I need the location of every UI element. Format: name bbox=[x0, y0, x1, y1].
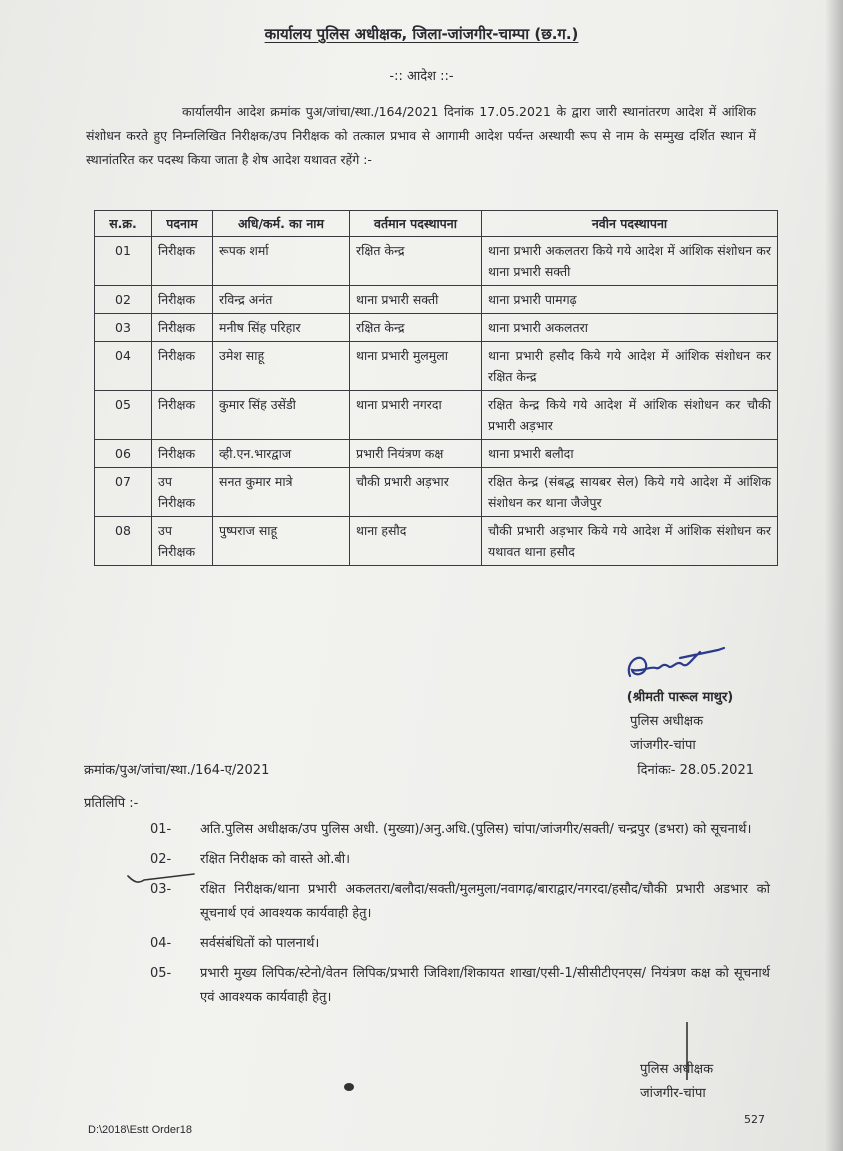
header-new-posting: नवीन पदस्थापना bbox=[482, 211, 778, 237]
signatory-name: (श्रीमती पारूल माथुर) bbox=[626, 690, 734, 705]
cell-current-posting: रक्षित केन्द्र bbox=[350, 314, 482, 342]
cell-designation: निरीक्षक bbox=[152, 286, 213, 314]
cell-serial: 01 bbox=[95, 237, 152, 286]
copy-text: अति.पुलिस अधीक्षक/उप पुलिस अधी. (मुख्या)/अनु.अधि.(पुलिस) चांपा/जांजगीर/सक्ती/ चन्द्रपुर (डभरा) को सूचनार्थ। bbox=[200, 822, 752, 837]
cell-current-posting: थाना प्रभारी सक्ती bbox=[350, 286, 482, 314]
cell-designation: उप निरीक्षक bbox=[152, 517, 213, 566]
cell-designation: निरीक्षक bbox=[152, 440, 213, 468]
table-row bbox=[95, 440, 778, 468]
cell-current-posting: थाना प्रभारी मुलमुला bbox=[350, 342, 482, 391]
cell-new-posting: थाना प्रभारी बलौदा bbox=[482, 440, 778, 468]
header-current-posting: वर्तमान पदस्थापना bbox=[350, 211, 482, 237]
copy-text: रक्षित निरीक्षक को वास्ते ओ.बी। bbox=[200, 852, 351, 867]
copy-label: प्रतिलिपि :- bbox=[84, 796, 139, 811]
list-item bbox=[150, 818, 770, 842]
copy-number: 03- bbox=[150, 882, 172, 897]
order-title: -:: आदेश ::- bbox=[389, 69, 454, 84]
cell-serial: 07 bbox=[95, 468, 152, 517]
intro-paragraph: कार्यालयीन आदेश क्रमांक पुअ/जांचा/स्था./164/2021 दिनांक 17.05.2021 के द्वारा जारी स्थानांतरण आदेश में आंशिक संशोधन करते हुए निम्नलिखित निरीक्षक/उप निरीक्षक को तत्काल प्रभाव से आगामी आदेश पर्यन्त अस्थायी रूप से नाम के सम्मुख दर्शित स्थान में स्थानांतरित कर पदस्थ किया जाता है शेष आदेश यथावत रहेंगे :- bbox=[86, 104, 756, 167]
copy-number: 02- bbox=[150, 852, 172, 867]
cell-name: पुष्पराज साहू bbox=[213, 517, 350, 566]
page-edge-shadow bbox=[825, 0, 843, 1151]
header-serial: स.क्र. bbox=[95, 211, 152, 237]
footer-signatory bbox=[640, 1058, 713, 1106]
table-row bbox=[95, 342, 778, 391]
cell-new-posting: थाना प्रभारी पामगढ़ bbox=[482, 286, 778, 314]
ink-dot bbox=[344, 1083, 354, 1091]
copy-number: 04- bbox=[150, 936, 172, 951]
cell-serial: 03 bbox=[95, 314, 152, 342]
cell-serial: 06 bbox=[95, 440, 152, 468]
handwritten-signature bbox=[620, 642, 740, 686]
table-row bbox=[95, 468, 778, 517]
list-item bbox=[150, 932, 770, 956]
reference-number: क्रमांक/पुअ/जांचा/स्था./164-ए/2021 bbox=[84, 763, 270, 778]
transfer-table bbox=[94, 210, 778, 566]
table-header-row bbox=[95, 211, 778, 237]
cell-name: मनीष सिंह परिहार bbox=[213, 314, 350, 342]
cell-current-posting: चौकी प्रभारी अड़भार bbox=[350, 468, 482, 517]
cell-current-posting: रक्षित केन्द्र bbox=[350, 237, 482, 286]
cell-serial: 08 bbox=[95, 517, 152, 566]
copy-number: 05- bbox=[150, 966, 172, 981]
cell-serial: 04 bbox=[95, 342, 152, 391]
cell-name: सनत कुमार मात्रे bbox=[213, 468, 350, 517]
tick-mark-icon bbox=[124, 868, 196, 890]
table-row bbox=[95, 237, 778, 286]
cell-new-posting: थाना प्रभारी अकलतरा किये गये आदेश में आंशिक संशोधन कर थाना प्रभारी सक्ती bbox=[482, 237, 778, 286]
cell-new-posting: चौकी प्रभारी अड़भार किये गये आदेश में आंशिक संशोधन कर यथावत थाना हसौद bbox=[482, 517, 778, 566]
office-header bbox=[0, 24, 843, 44]
cell-name: उमेश साहू bbox=[213, 342, 350, 391]
office-title: कार्यालय पुलिस अधीक्षक, जिला-जांजगीर-चाम्पा (छ.ग.) bbox=[264, 25, 579, 43]
cell-current-posting: थाना प्रभारी नगरदा bbox=[350, 391, 482, 440]
signatory-block bbox=[590, 686, 770, 758]
footer-signatory-district: जांजगीर-चांपा bbox=[640, 1086, 706, 1101]
list-item bbox=[150, 848, 770, 872]
copy-text: रक्षित निरीक्षक/थाना प्रभारी अकलतरा/बलौदा/सक्ती/मुलमुला/नवागढ़/बाराद्वार/नगरदा/हसौद/चौकी प्रभारी अडभार को सूचनार्थ एवं आवश्यक कार्यवाही हेतु। bbox=[200, 882, 770, 921]
cell-name: रविन्द्र अनंत bbox=[213, 286, 350, 314]
cell-new-posting: थाना प्रभारी अकलतरा bbox=[482, 314, 778, 342]
reference-row bbox=[84, 760, 754, 778]
copy-text: सर्वसंबंधितों को पालनार्थ। bbox=[200, 936, 320, 951]
copy-list bbox=[150, 818, 770, 1016]
cell-name: रूपक शर्मा bbox=[213, 237, 350, 286]
cell-new-posting: थाना प्रभारी हसौद किये गये आदेश में आंशिक संशोधन कर रक्षित केन्द्र bbox=[482, 342, 778, 391]
list-item bbox=[150, 878, 770, 926]
header-designation: पदनाम bbox=[152, 211, 213, 237]
cell-serial: 02 bbox=[95, 286, 152, 314]
copy-number: 01- bbox=[150, 822, 172, 837]
file-path: D:\2018\Estt Order18 bbox=[88, 1124, 192, 1136]
header-name: अधि/कर्म. का नाम bbox=[213, 211, 350, 237]
cell-new-posting: रक्षित केन्द्र किये गये आदेश में आंशिक संशोधन कर चौकी प्रभारी अड़भार bbox=[482, 391, 778, 440]
copy-text: प्रभारी मुख्य लिपिक/स्टेनो/वेतन लिपिक/प्रभारी जिविशा/शिकायत शाखा/एसी-1/सीसीटीएनएस/ नियंत्रण कक्ष को सूचनार्थ एवं आवश्यक कार्यवाही हेतु। bbox=[200, 966, 770, 1005]
page-number: 527 bbox=[744, 1113, 765, 1126]
cell-name: व्ही.एन.भारद्वाज bbox=[213, 440, 350, 468]
reference-date: दिनांकः- 28.05.2021 bbox=[637, 763, 754, 778]
cell-current-posting: थाना हसौद bbox=[350, 517, 482, 566]
signatory-district: जांजगीर-चांपा bbox=[630, 738, 696, 753]
table-row bbox=[95, 517, 778, 566]
table-row bbox=[95, 286, 778, 314]
cell-name: कुमार सिंह उसेंडी bbox=[213, 391, 350, 440]
footer-signatory-title: पुलिस अधीक्षक bbox=[640, 1062, 714, 1077]
list-item bbox=[150, 962, 770, 1010]
cell-designation: उप निरीक्षक bbox=[152, 468, 213, 517]
cell-designation: निरीक्षक bbox=[152, 237, 213, 286]
table-row bbox=[95, 391, 778, 440]
cell-serial: 05 bbox=[95, 391, 152, 440]
signatory-title: पुलिस अधीक्षक bbox=[630, 714, 704, 729]
cell-current-posting: प्रभारी नियंत्रण कक्ष bbox=[350, 440, 482, 468]
table-row bbox=[95, 314, 778, 342]
cell-designation: निरीक्षक bbox=[152, 342, 213, 391]
cell-designation: निरीक्षक bbox=[152, 314, 213, 342]
cell-designation: निरीक्षक bbox=[152, 391, 213, 440]
cell-new-posting: रक्षित केन्द्र (संबद्ध सायबर सेल) किये गये आदेश में आंशिक संशोधन कर थाना जैजेपुर bbox=[482, 468, 778, 517]
